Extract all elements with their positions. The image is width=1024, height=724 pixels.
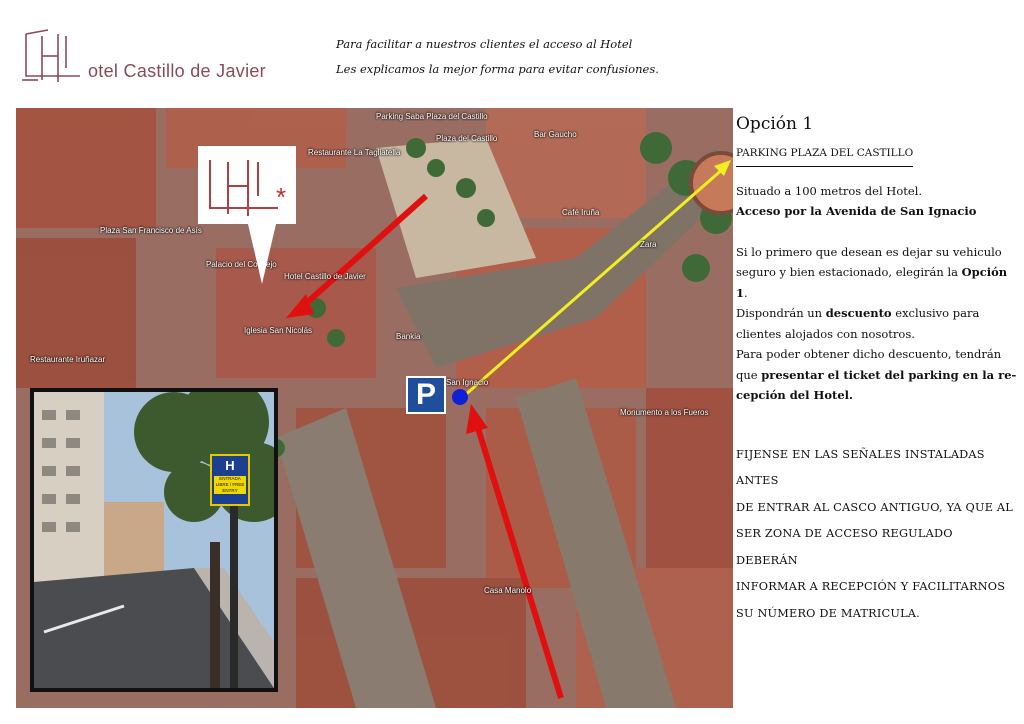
- paragraph-ticket: [736, 344, 1018, 406]
- p2-post: exclusivo para clientes alojados con nosotros.: [736, 306, 980, 341]
- hotel-name: otel Castillo de Javier: [88, 61, 266, 81]
- map-label-iruñazar: Restaurante Iruñazar: [30, 355, 106, 364]
- p1-bold: Opción 1: [736, 265, 1008, 300]
- map-label-parking-saba: Parking Saba Plaza del Castillo: [376, 112, 488, 121]
- notice-line: FIJENSE EN LAS SEÑALES INSTALADAS ANTES: [736, 447, 985, 487]
- parking-sign-icon: P: [406, 376, 446, 414]
- street-photo-image: [34, 392, 274, 688]
- p3-pre: Para poder obtener dicho descuento, tendrán que: [736, 347, 1002, 382]
- hotel-marker-pointer: [248, 224, 276, 284]
- hotel-monogram-icon: [198, 146, 296, 224]
- intro-line-2: Les explicamos la mejor forma para evitar confusiones.: [336, 62, 659, 76]
- map-label-cafe-iruna: Café Iruña: [562, 208, 600, 217]
- p3-bold: presentar el ticket del parking en la re-cepción del Hotel.: [736, 367, 1017, 402]
- hotel-logo: [18, 24, 318, 90]
- map-label-san-ignacio: San Ignacio: [446, 378, 489, 387]
- map-label-monumento-fueros: Monumento a los Fueros: [620, 408, 709, 417]
- map-label-zara: Zara: [640, 240, 657, 249]
- p1-end: .: [744, 285, 748, 300]
- map-label-plaza-san-francisco: Plaza San Francisco de Asís: [100, 226, 202, 235]
- hotel-sign-icon: H: [225, 458, 235, 473]
- svg-text:*: *: [276, 182, 287, 212]
- hotel-marker-callout: [198, 146, 296, 224]
- access-notice: [736, 442, 1018, 628]
- p2-pre: Dispondrán un: [736, 306, 826, 320]
- notice-line: SU NÚMERO DE MATRICULA.: [736, 606, 920, 620]
- map-label-bar-gaucho: Bar Gaucho: [534, 130, 577, 139]
- access-line: Acceso por la Avenida de San Ignacio: [736, 204, 977, 218]
- paragraph-choose: [736, 242, 1018, 304]
- map-label-san-nicolas: Iglesia San Nicolás: [244, 326, 313, 335]
- aerial-map: [16, 108, 733, 708]
- p2-bold: descuento: [825, 306, 892, 320]
- free-entry-sign: [210, 454, 250, 506]
- option-title: Opción 1: [736, 114, 814, 134]
- parking-location-dot: [452, 389, 468, 405]
- hotel-monogram-icon: [18, 24, 88, 90]
- paragraph-discount: [736, 303, 1018, 344]
- intro-text: [336, 32, 659, 82]
- notice-line: INFORMAR A RECEPCIÓN Y FACILITARNOS: [736, 580, 1006, 593]
- intro-line-1: Para facilitar a nuestros clientes el acceso al Hotel: [336, 37, 633, 51]
- notice-line: DE ENTRAR AL CASCO ANTIGUO, YA QUE AL: [736, 500, 1013, 514]
- location-line: Situado a 100 metros del Hotel.: [736, 183, 923, 198]
- notice-line: SER ZONA DE ACCESO REGULADO DEBERÁN: [736, 527, 953, 567]
- sign-text: ENTRADA LIBRE / FREE ENTRY: [215, 476, 245, 493]
- p1-text: Si lo primero que desean es dejar su vehiculo seguro y bien estacionado, elegirán la: [736, 244, 1002, 279]
- map-label-palacio-consejo: Palacio del Consejo: [206, 260, 277, 269]
- map-label-hotel: Hotel Castillo de Javier: [284, 272, 366, 281]
- map-label-casa-manolo: Casa Manolo: [484, 586, 532, 595]
- map-label-bankia: Bankia: [396, 332, 421, 341]
- street-photo-inset: [30, 388, 278, 692]
- parking-name: PARKING PLAZA DEL CASTILLO: [736, 143, 913, 167]
- map-label-tagliatella: Restaurante La Tagliatella: [308, 148, 401, 157]
- map-label-plaza-castillo: Plaza del Castillo: [436, 134, 498, 143]
- option-panel: [736, 112, 1018, 627]
